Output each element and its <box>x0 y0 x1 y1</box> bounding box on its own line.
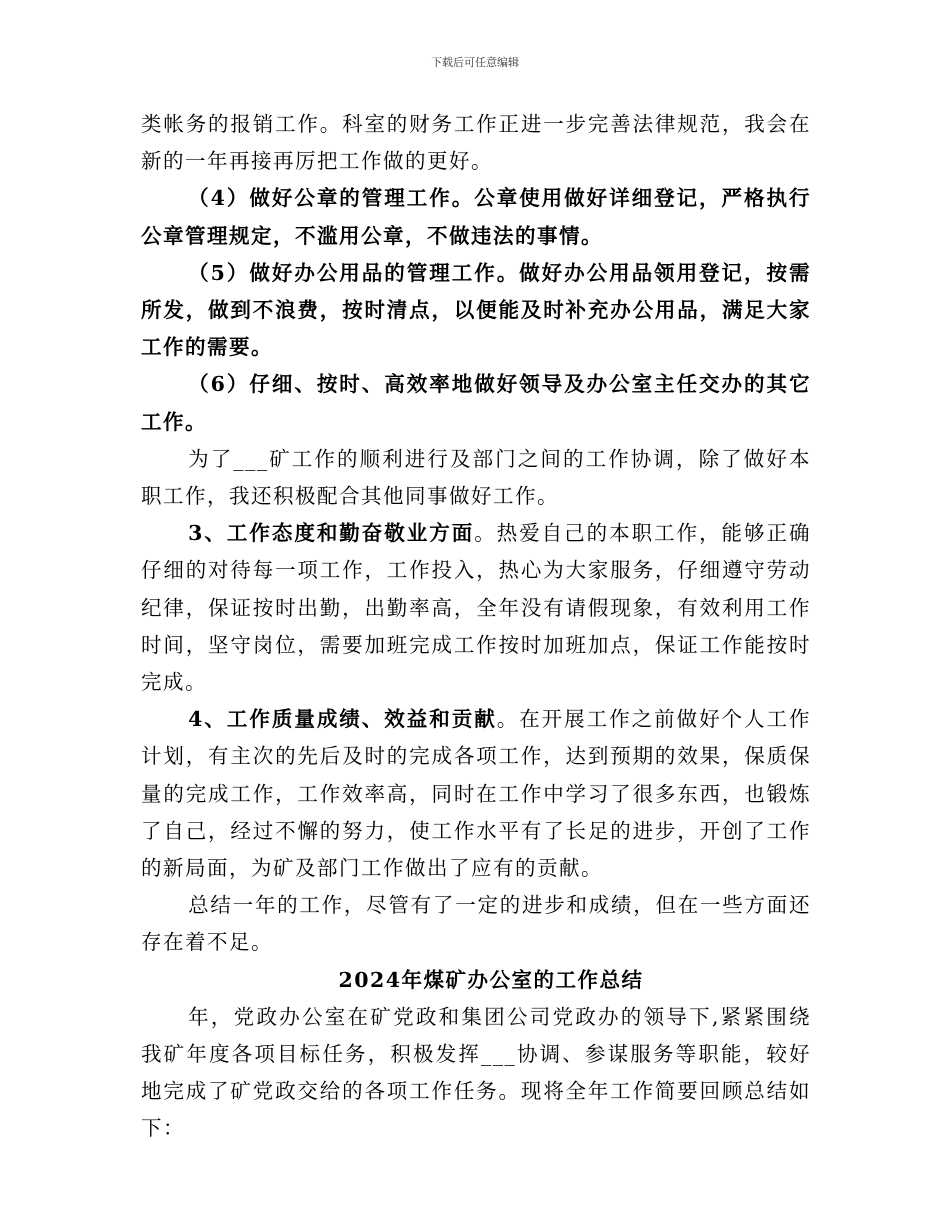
section-heading-work-attitude: 3、工作态度和勤奋敬业方面 <box>188 521 475 546</box>
paragraph: 类帐务的报销工作。科室的财务工作正进一步完善法律规范，我会在新的一年再接再厉把工作做的更好。 <box>141 112 811 174</box>
paragraph-coordination: 为了___矿工作的顺利进行及部门之间的工作协调，除了做好本职工作，我还积极配合其他同事做好工作。 <box>141 446 811 509</box>
paragraph-text: 。热爱自己的本职工作，能够正确仔细的对待每一项工作，工作投入，热心为大家服务，仔细遵守劳动纪律，保证按时出勤，出勤率高，全年没有请假现象，有效利用工作时间，坚守岗位，需要加班完成工作按时加班加点，保证工作能按时完成。 <box>141 521 812 695</box>
document-body <box>141 106 811 1148</box>
paragraph-assigned-tasks: （6）仔细、按时、高效率地做好领导及办公室主任交办的其它工作。 <box>141 372 811 434</box>
paragraph-text: 。在开展工作之前做好个人工作计划，有主次的先后及时的完成各项工作，达到预期的效果，保质保量的完成工作，工作效率高，同时在工作中学习了很多东西，也锻炼了自己，经过不懈的努力，使工作水平有了长足的进步，开创了工作的新局面，为矿及部门工作做出了应有的贡献。 <box>141 707 812 881</box>
paragraph-intro: 年，党政办公室在矿党政和集团公司党政办的领导下,紧紧围绕我矿年度各项目标任务，积极发挥___协调、参谋服务等职能，较好地完成了矿党政交给的各项工作任务。现将全年工作简要回顾总结如下： <box>141 1004 811 1141</box>
paragraph-summary: 总结一年的工作，尽管有了一定的进步和成绩，但在一些方面还存在着不足。 <box>141 893 811 955</box>
paragraph-office-supplies: （5）做好办公用品的管理工作。做好办公用品领用登记，按需所发，做到不浪费，按时清点，以便能及时补充办公用品，满足大家工作的需要。 <box>141 260 811 360</box>
document-title: 2024年煤矿办公室的工作总结 <box>338 967 644 992</box>
page-header: 下载后可任意编辑 <box>431 56 519 69</box>
paragraph-work-quality <box>141 701 811 887</box>
paragraph-seal-management: （4）做好公章的管理工作。公章使用做好详细登记，严格执行公章管理规定，不滥用公章，不做违法的事情。 <box>141 186 811 248</box>
section-heading-work-quality: 4、工作质量成绩、效益和贡献 <box>188 707 497 732</box>
paragraph-work-attitude <box>141 515 811 701</box>
